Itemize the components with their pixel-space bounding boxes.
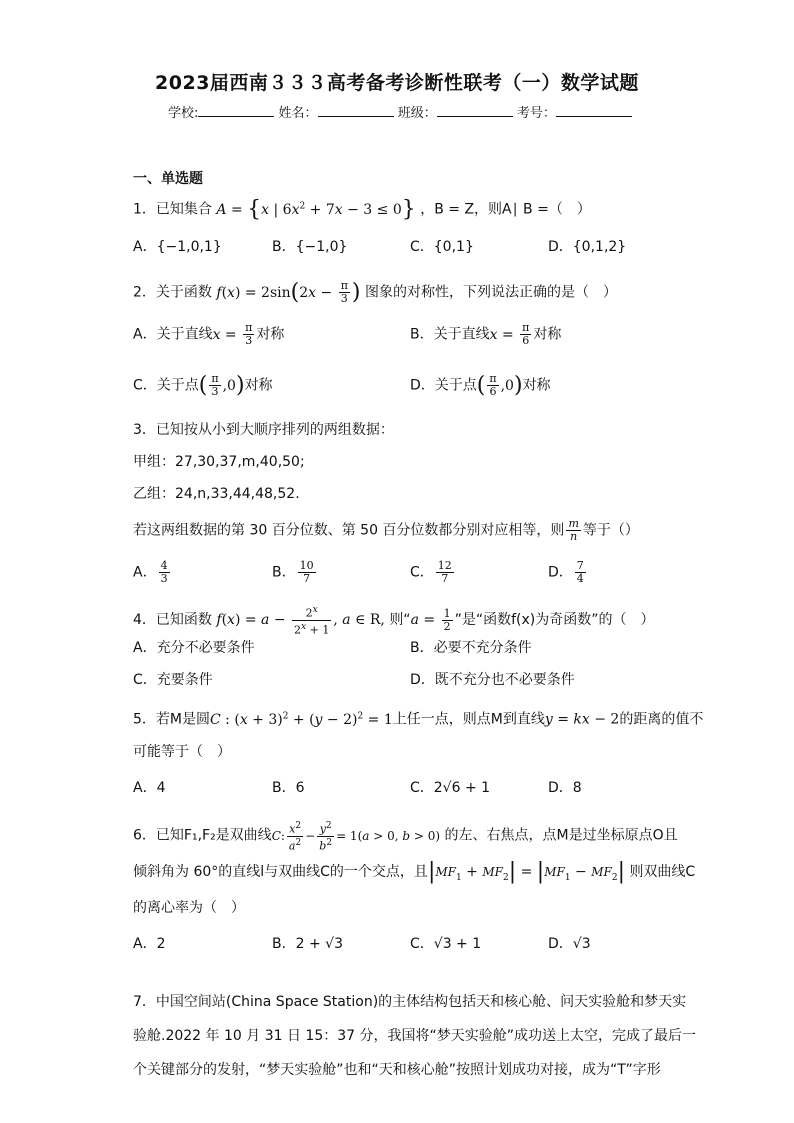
q5-prefix: 5．若M是圆 — [133, 711, 210, 728]
q6-line2-suffix: 则双曲线C — [629, 864, 696, 880]
q2-opt-d-formula: ( $\frac{\pi}{6}$ ,0) — [476, 372, 523, 398]
question-6 — [133, 820, 678, 852]
q3-question-suffix: 等于（） — [582, 522, 639, 539]
q3-option-b[interactable] — [272, 560, 318, 585]
q3-opt-d-num: 7 — [576, 559, 584, 572]
q2-option-b[interactable] — [410, 322, 561, 347]
q3-question — [133, 518, 639, 543]
q3-group1: 甲组：27,30,37,m,40,50; — [133, 454, 305, 470]
class-label: 班级： — [397, 106, 437, 121]
q5-option-c[interactable]: C．2√6 + 1 — [410, 780, 491, 796]
q3-opt-b-num: 10 — [299, 559, 314, 572]
q2-opt-a-text: A．关于直线 — [133, 326, 213, 343]
q1-option-b[interactable]: B．{−1,0} — [272, 239, 348, 255]
q2-opt-a-formula: x = $\frac{\pi}{3}$ — [212, 321, 253, 347]
q2-option-a[interactable] — [133, 322, 284, 347]
q3-m-over-n: $\frac{m}{n}$ — [568, 517, 579, 543]
q6-option-b[interactable]: B．2 + √3 — [272, 936, 343, 952]
q3-opt-d-label: D． — [548, 564, 573, 581]
question-4 — [133, 604, 654, 636]
q5-option-b[interactable]: B．6 — [272, 780, 305, 796]
q4-condition-formula: a = $\frac{1}{2}$ — [410, 606, 451, 633]
name-label: 姓名： — [278, 106, 318, 121]
student-info-line — [168, 102, 632, 121]
q4-middle: 则“ — [389, 612, 411, 629]
q4-option-c[interactable]: C．充要条件 — [133, 672, 213, 688]
q2-function-formula: f(x) = 2sin(2x − $\frac{\pi}{3}$ ) — [216, 279, 361, 305]
q3-opt-a-frac — [159, 560, 170, 585]
q6-line3: 的离心率为（ ） — [133, 900, 245, 916]
q4-option-a[interactable]: A．充分不必要条件 — [133, 640, 255, 656]
q6-suffix: 的左、右焦点，点M是过坐标原点O且 — [444, 827, 678, 844]
q3-option-d[interactable] — [548, 560, 588, 585]
q5-option-a[interactable]: A．4 — [133, 780, 166, 796]
section-title: 一、单选题 — [133, 171, 203, 187]
q2-opt-c-text: C．关于点 — [133, 377, 199, 394]
q3-opt-a-num: 4 — [160, 559, 168, 572]
q2-opt-c-sym: 对称 — [244, 377, 273, 394]
q4-function-formula: f(x) = a − $\frac{2^x}{2^x + 1}$ , a ∈ R, — [216, 605, 385, 637]
question-1 — [133, 196, 591, 220]
q3-opt-c-frac — [436, 560, 454, 585]
q5-circle-formula: C : $(x + 3)^2 + (y - 2)^2 = 1$ — [210, 711, 393, 728]
q6-option-a[interactable]: A．2 — [133, 936, 166, 952]
q3-opt-a-label: A． — [133, 564, 157, 581]
q2-opt-c-formula: ( $\frac{\pi}{3}$ ,0) — [198, 372, 245, 398]
q6-vector-formula: $|MF_1 + MF_2| = |MF_1 - MF_2|$ — [427, 859, 625, 884]
q7-line3: 个关键部分的发射，“梦天实验舱”也和“天和核心舱”按照计划成功对接，成为“T”字形 — [133, 1062, 661, 1078]
name-blank[interactable] — [318, 104, 394, 117]
q2-opt-a-sym: 对称 — [256, 326, 285, 343]
q1-option-d[interactable]: D．{0,1,2} — [548, 239, 627, 255]
q6-line2-prefix: 倾斜角为 60°的直线l与双曲线C的一个交点，且 — [133, 864, 428, 880]
q5-suffix: 的距离的值不 — [619, 711, 704, 728]
q3-option-a[interactable] — [133, 560, 172, 585]
q4-option-b[interactable]: B．必要不充分条件 — [410, 640, 532, 656]
class-blank[interactable] — [437, 104, 513, 117]
q3-group2: 乙组：24,n,33,44,48,52. — [133, 486, 300, 502]
q3-opt-d-frac — [575, 560, 586, 585]
q5-option-d[interactable]: D．8 — [548, 780, 582, 796]
q6-hyperbola-formula: C: $\frac{x^2}{a^2}$ − $\frac{y^2}{b^2}$ = 1(a > 0, b > 0) — [271, 821, 441, 853]
q3-opt-b-frac — [298, 560, 316, 585]
exam-no-blank[interactable] — [556, 104, 632, 117]
exam-title: 2023届西南３３３高考备考诊断性联考（一）数学试题 — [155, 72, 639, 94]
q2-suffix: 图象的对称性，下列说法正确的是（ ） — [364, 284, 617, 301]
q4-option-d[interactable]: D．既不充分也不必要条件 — [410, 672, 575, 688]
q2-option-d[interactable] — [410, 373, 551, 398]
exam-no-label: 考号： — [516, 106, 556, 121]
q5-line2: 可能等于（ ） — [133, 744, 231, 760]
q3-question-prefix: 若这两组数据的第 30 百分位数、第 50 百分位数都分别对应相等，则 — [133, 522, 565, 539]
q3-option-c[interactable] — [410, 560, 456, 585]
q1-suffix: ，B = Z，则A∣ B =（ ） — [420, 201, 591, 218]
q3-opt-d-den: 4 — [576, 572, 584, 585]
q2-opt-b-sym: 对称 — [533, 326, 562, 343]
q3-opt-a-den: 3 — [160, 572, 168, 585]
q3-stem: 3．已知按从小到大顺序排列的两组数据： — [133, 422, 394, 438]
q1-option-c[interactable]: C．{0,1} — [410, 239, 474, 255]
q6-option-d[interactable]: D．√3 — [548, 936, 591, 952]
q2-prefix: 2．关于函数 — [133, 284, 212, 301]
q2-opt-b-text: B．关于直线 — [410, 326, 490, 343]
q7-line1: 7．中国空间站(China Space Station)的主体结构包括天和核心舱、问天实验舱和梦天实 — [133, 994, 687, 1010]
q1-set-formula: A = {x | $6x^2 + 7x - 3 \le 0$} — [216, 196, 416, 222]
q2-opt-d-sym: 对称 — [522, 377, 551, 394]
q3-opt-c-den: 7 — [441, 572, 449, 585]
q2-option-c[interactable] — [133, 373, 273, 398]
q3-opt-c-label: C． — [410, 564, 434, 581]
school-label: 学校: — [168, 106, 199, 121]
q2-opt-b-formula: x = $\frac{\pi}{6}$ — [489, 321, 530, 347]
q4-suffix: ”是“函数f(x)为奇函数”的（ ） — [454, 612, 655, 629]
q3-opt-c-num: 12 — [437, 559, 452, 572]
q3-opt-b-label: B． — [272, 564, 296, 581]
q4-prefix: 4．已知函数 — [133, 612, 212, 629]
q3-opt-b-den: 7 — [303, 572, 311, 585]
q6-line2 — [133, 859, 696, 888]
q6-prefix: 6．已知F₁,F₂是双曲线 — [133, 827, 272, 844]
q7-line2: 验舱.2022 年 10 月 31 日 15：37 分，我国将“梦天实验舱”成功送上太空，完成了最后一 — [133, 1028, 696, 1044]
question-5 — [133, 706, 703, 730]
question-2 — [133, 280, 617, 305]
q5-mid: 上任一点，则点M到直线 — [392, 711, 545, 728]
school-blank[interactable] — [198, 104, 274, 117]
q6-option-c[interactable]: C．√3 + 1 — [410, 936, 482, 952]
q1-option-a[interactable]: A．{−1,0,1} — [133, 239, 222, 255]
q1-prefix: 1．已知集合 — [133, 201, 212, 218]
q5-line-formula: y = kx − 2 — [544, 711, 620, 728]
q2-opt-d-text: D．关于点 — [410, 377, 477, 394]
